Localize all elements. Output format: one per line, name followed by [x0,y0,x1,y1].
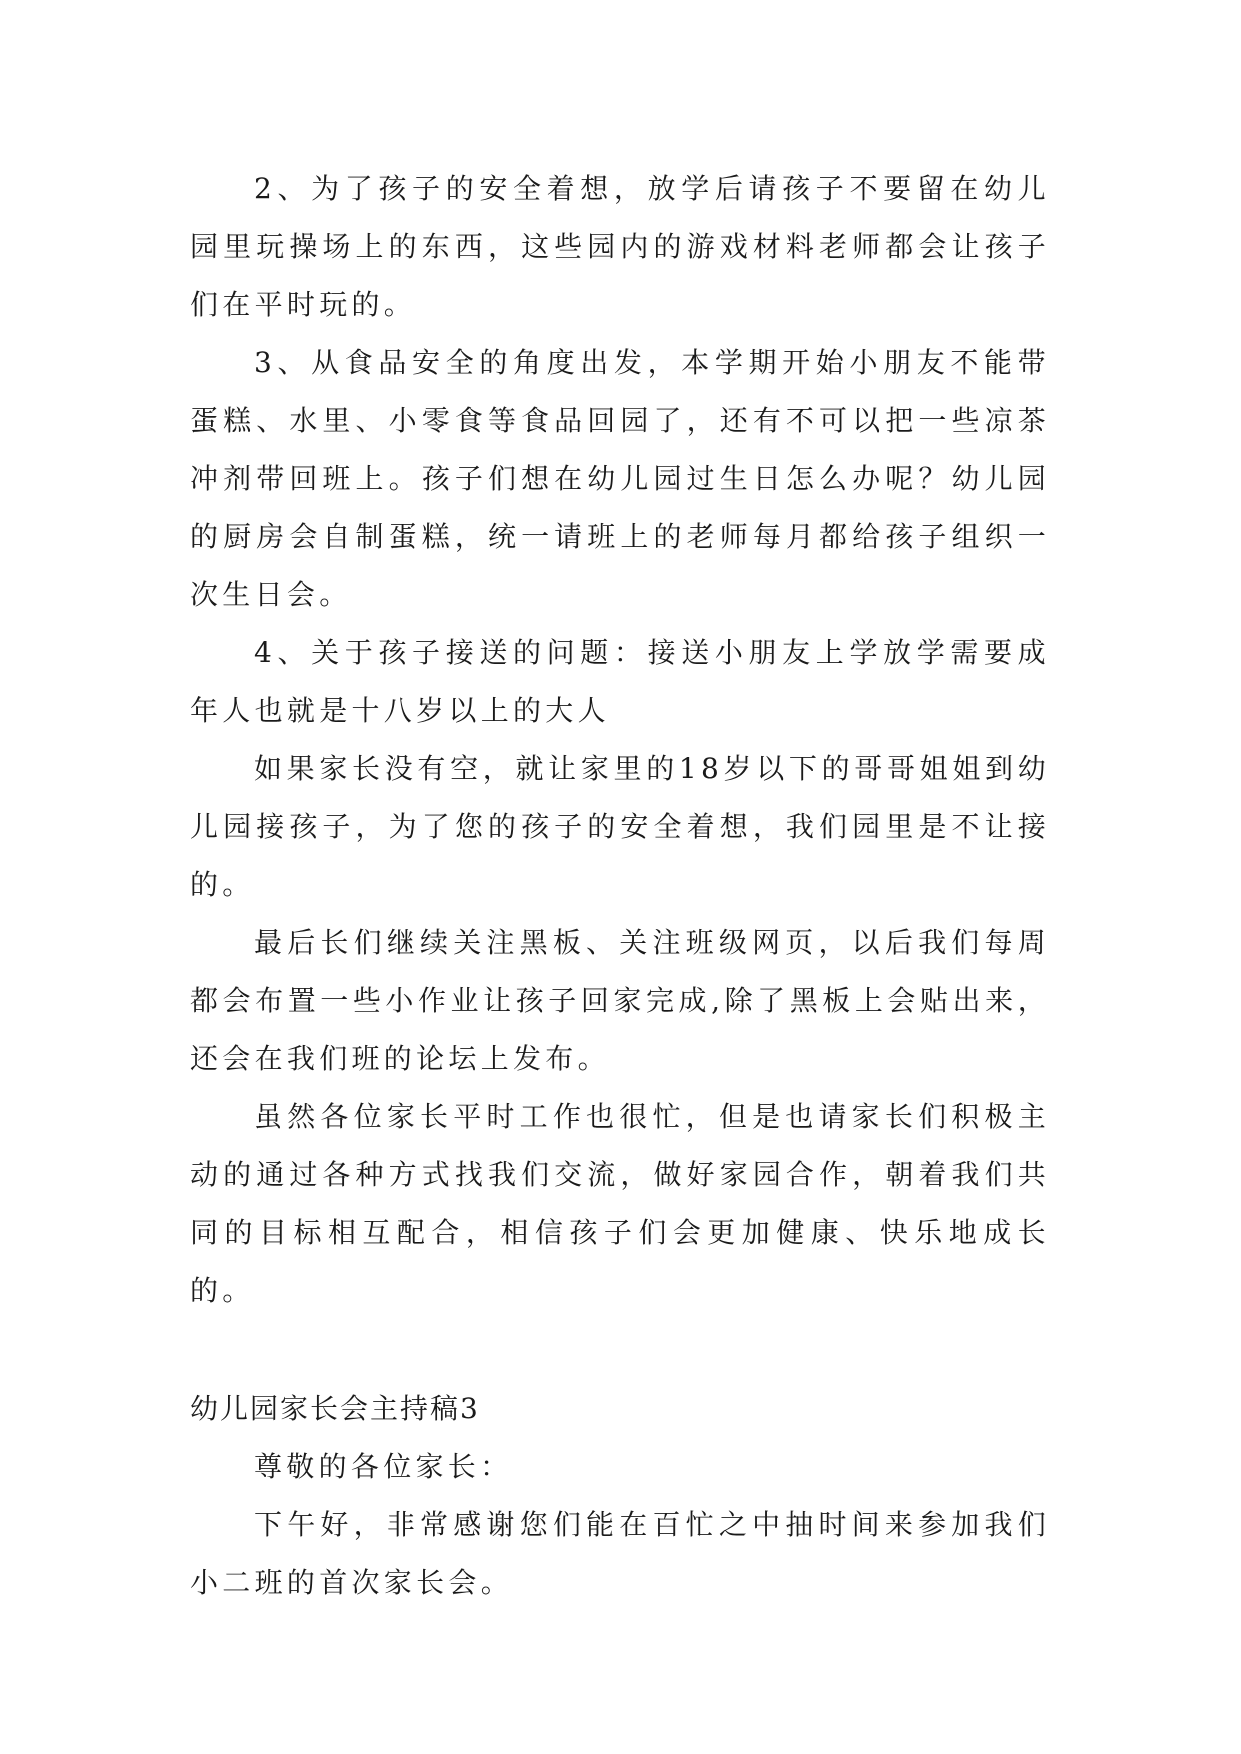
paragraph-pickup-safety: 2、为了孩子的安全着想，放学后请孩子不要留在幼儿园里玩操场上的东西，这些园内的游戏材料老师都会让孩子们在平时玩的。 [190,172,1050,321]
paragraph-food-safety: 3、从食品安全的角度出发，本学期开始小朋友不能带蛋糕、水里、小零食等食品回园了，还有不可以把一些凉茶冲剂带回班上。孩子们想在幼儿园过生日怎么办呢？幼儿园的厨房会自制蛋糕，统一请班上的老师每月都给孩子组织一次生日会。 [190,346,1050,611]
paragraph-pickup-adults: 4、关于孩子接送的问题：接送小朋友上学放学需要成年人也就是十八岁以上的大人 [190,636,1050,727]
paragraph-greeting: 尊敬的各位家长： [254,1450,513,1483]
paragraph-cooperation: 虽然各位家长平时工作也很忙，但是也请家长们积极主动的通过各种方式找我们交流，做好家园合作，朝着我们共同的目标相互配合，相信孩子们会更加健康、快乐地成长的。 [190,1100,1050,1307]
paragraph-welcome: 下午好，非常感谢您们能在百忙之中抽时间来参加我们小二班的首次家长会。 [190,1508,1050,1599]
paragraph-siblings: 如果家长没有空，就让家里的18岁以下的哥哥姐姐到幼儿园接孩子，为了您的孩子的安全着想，我们园里是不让接的。 [190,752,1050,901]
section-title: 幼儿园家长会主持稿3 [190,1392,480,1425]
paragraph-blackboard: 最后长们继续关注黑板、关注班级网页，以后我们每周都会布置一些小作业让孩子回家完成,除了黑板上会贴出来，还会在我们班的论坛上发布。 [190,926,1050,1075]
document-body [190,160,1050,1612]
